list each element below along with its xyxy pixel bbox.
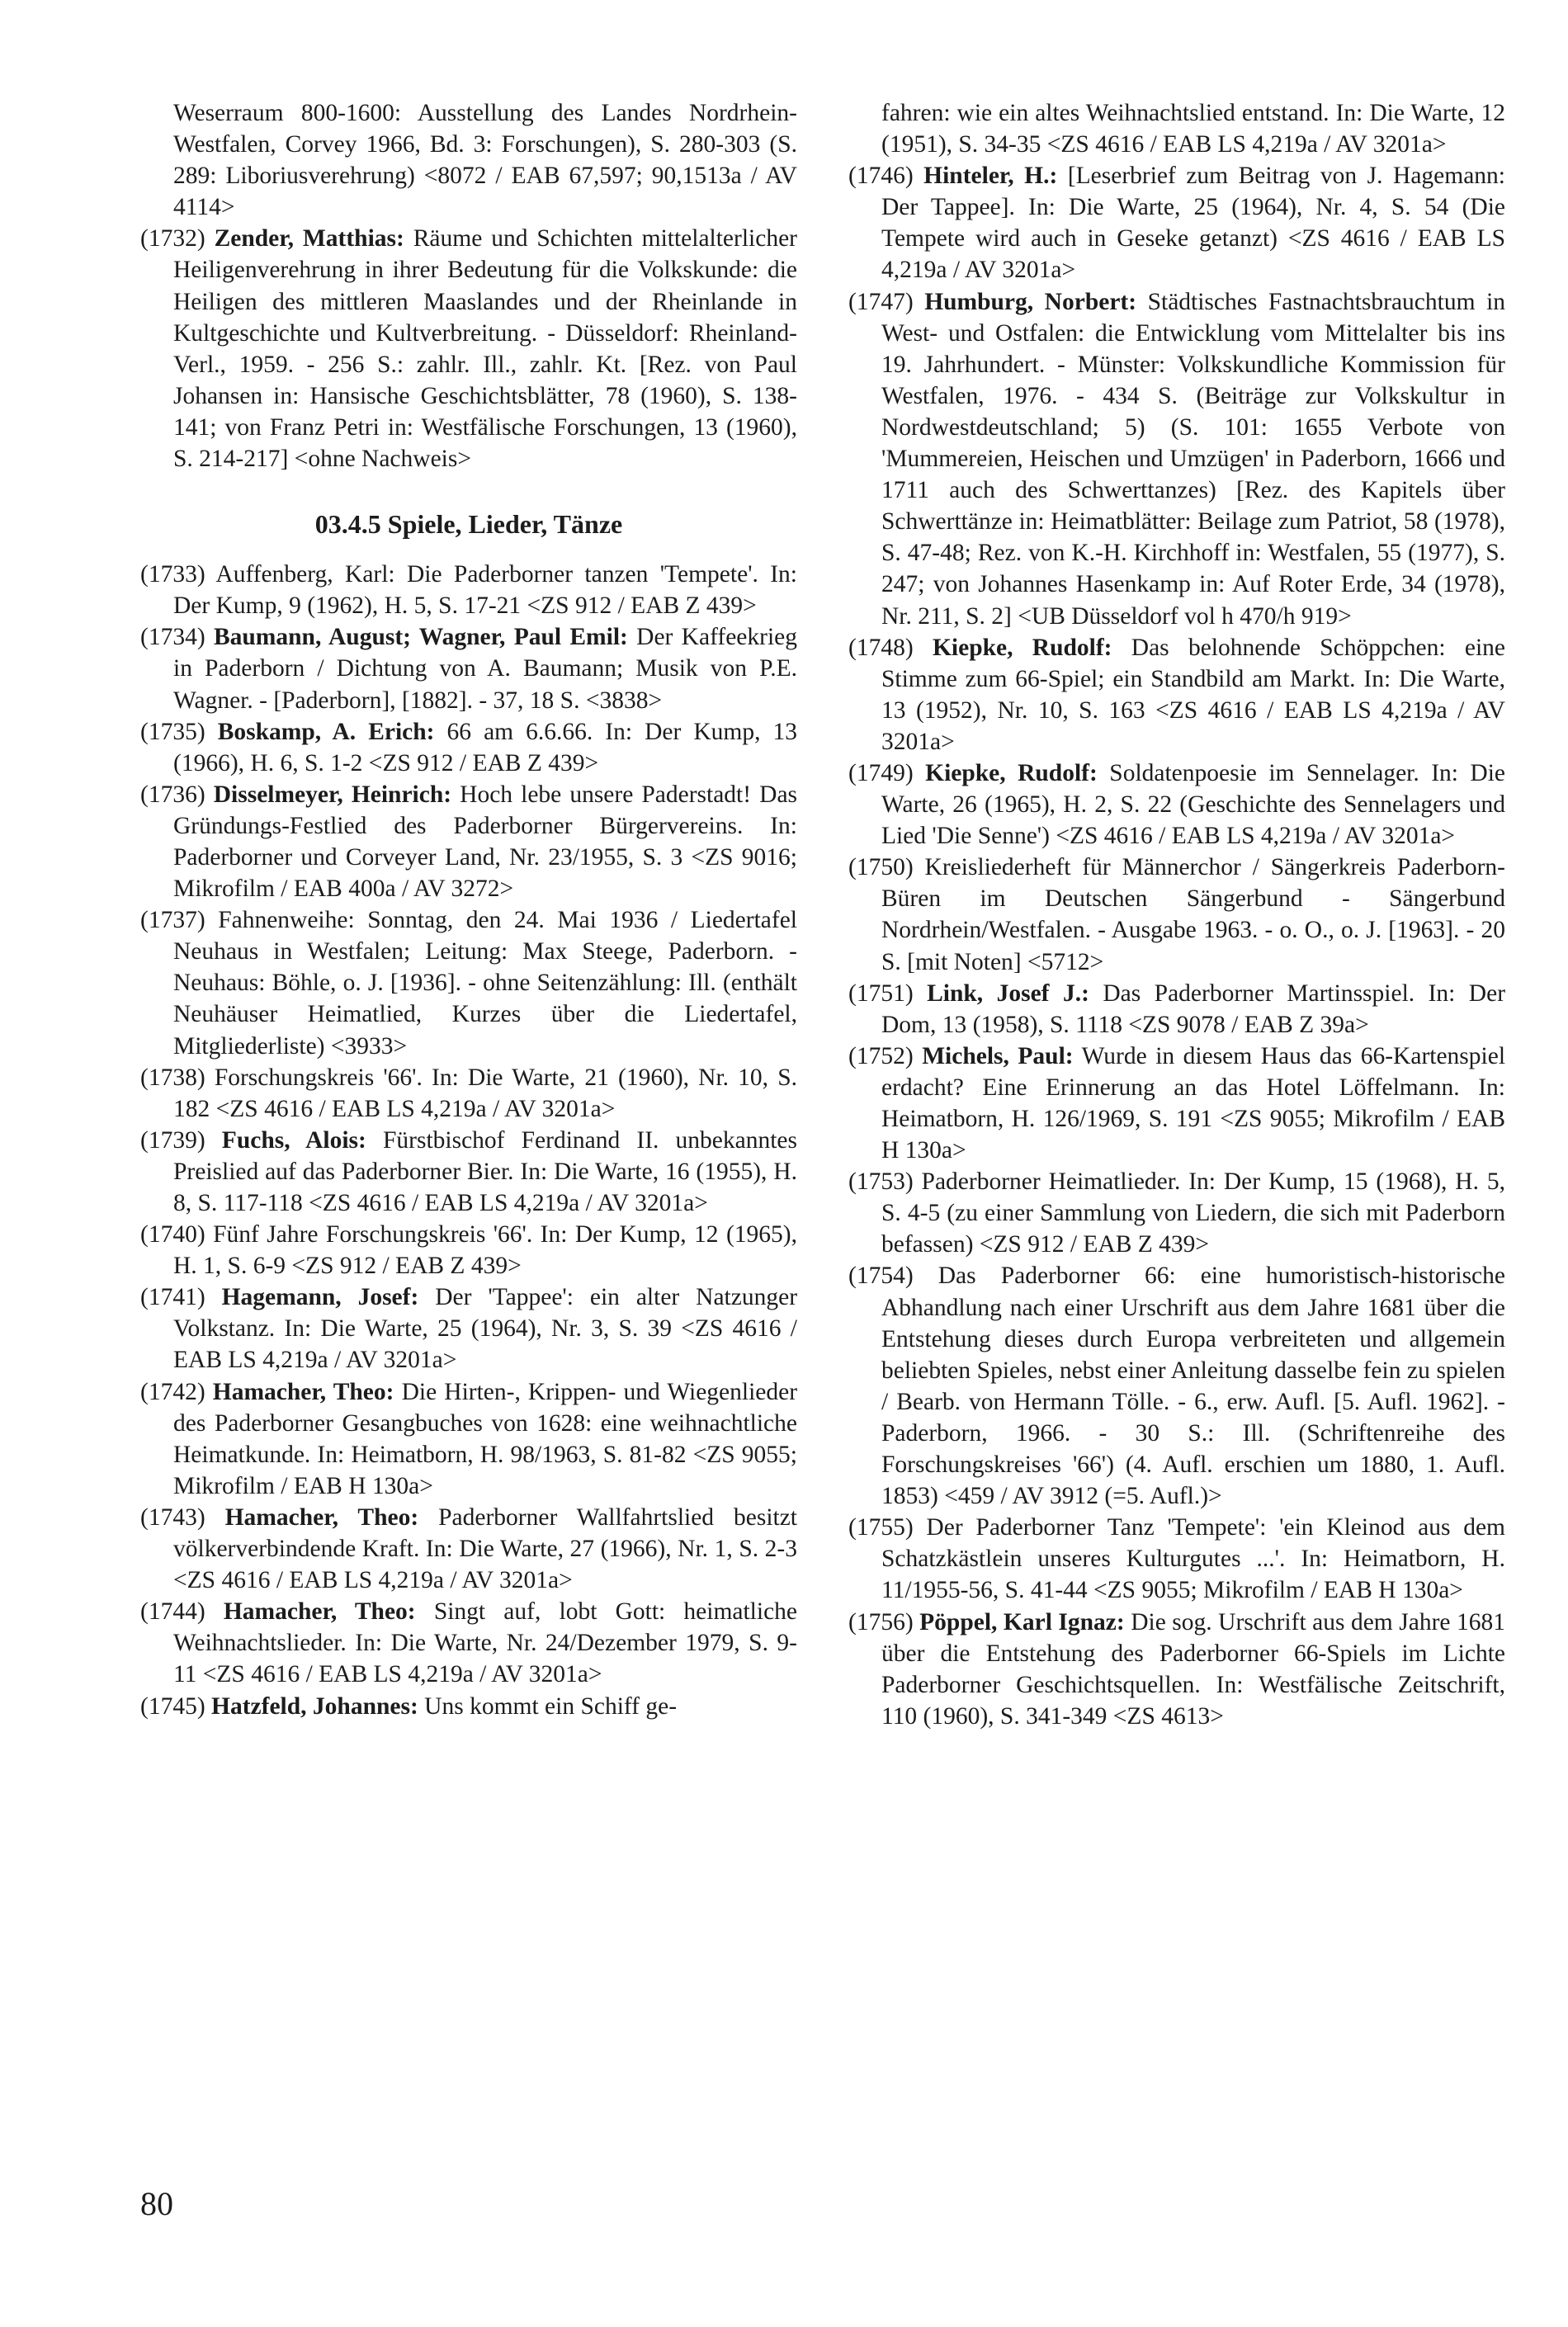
entry-author: Hamacher, Theo:: [223, 1598, 416, 1626]
entry-number: (1734): [140, 624, 205, 651]
entry-text: Die Hirten-, Krippen- und Wiegenlieder des Paderborner Gesangbuches von 1628: eine weihnachtliche Heimatkunde. In: Heimatborn, H. 98/1963, S. 81-82 <ZS 9055; Mikrofilm / EAB H 130a>: [173, 1378, 798, 1499]
entry-number: (1742): [140, 1378, 205, 1405]
entry-text: [Leserbrief zum Beitrag von J. Hagemann: Der Tappee]. In: Die Warte, 25 (1964), Nr. 4, S. 54 (Die Tempete wird auch in Geseke getanzt) <ZS 4616 / EAB LS 4,219a / AV 3201a>: [881, 163, 1505, 284]
entry-number: (1733): [140, 561, 205, 588]
entry-author: Pöppel, Karl Ignaz:: [919, 1608, 1125, 1636]
bibliography-entry: [848, 1607, 1505, 1732]
bibliography-entry: [848, 286, 1505, 632]
bibliography-entry: [140, 1062, 797, 1125]
entry-author: Hamacher, Theo:: [224, 1503, 419, 1531]
page-number: 80: [140, 2185, 173, 2222]
entry-text: Auffenberg, Karl: Die Paderborner tanzen 'Tempete'. In: Der Kump, 9 (1962), H. 5, S. 17-21 <ZS 912 / EAB Z 439>: [173, 561, 798, 620]
bibliography-entry: [848, 1041, 1505, 1166]
entry-text: Hoch lebe unsere Paderstadt! Das Gründungs-Festlied des Paderborner Bürgervereins. In: Paderborner und Corveyer Land, Nr. 23/1955, S. 3 <ZS 9016; Mikrofilm / EAB 400a / AV 3272>: [173, 781, 798, 903]
bibliography-entry: [140, 1502, 797, 1596]
entry-text: Das belohnende Schöppchen: eine Stimme zum 66-Spiel; ein Standbild am Markt. In: Die Warte, 13 (1952), Nr. 10, S. 163 <ZS 4616 / EAB LS 4,219a / AV 3201a>: [881, 634, 1506, 755]
entry-text: Wurde in diesem Haus das 66-Kartenspiel erdacht? Eine Erinnerung an das Hotel Löffelmann. In: Heimatborn, H. 126/1969, S. 191 <ZS 9055; Mikrofilm / EAB H 130a>: [881, 1042, 1506, 1164]
bibliography-entry: [848, 852, 1505, 977]
entry-author: Hinteler, H.:: [923, 163, 1058, 190]
bibliography-entry: [140, 621, 797, 715]
entry-text: Kreisliederheft für Männerchor / Sängerkreis Paderborn-Büren im Deutschen Sängerbund - Sängerbund Nordrhein/Westfalen. - Ausgabe 1963. - o. O., o. J. [1963]. - 20 S. [mit Noten] <5712>: [881, 854, 1505, 975]
entry-author: Zender, Matthias:: [214, 225, 404, 253]
entry-number: (1741): [140, 1284, 205, 1311]
entry-number: (1732): [140, 225, 205, 253]
entry-number: (1748): [848, 634, 914, 661]
entry-author: Kiepke, Rudolf:: [932, 634, 1112, 661]
entry-number: (1753): [848, 1168, 914, 1196]
entry-number: (1746): [848, 163, 914, 190]
bibliography-entry: [140, 716, 797, 779]
entry-author: Michels, Paul:: [922, 1042, 1074, 1069]
entry-number: (1735): [140, 718, 205, 745]
entry-text: Forschungskreis '66'. In: Die Warte, 21 (1960), Nr. 10, S. 182 <ZS 4616 / EAB LS 4,219a / AV 3201a>: [173, 1064, 797, 1122]
bibliography-entry: [848, 632, 1505, 758]
bibliography-entry: [140, 1282, 797, 1376]
bibliography-entry: [140, 1219, 797, 1282]
entry-text: Soldatenpoesie im Sennelager. In: Die Warte, 26 (1965), H. 2, S. 22 (Geschichte des Sennelagers und Lied 'Die Senne') <ZS 4616 / EAB LS 4,219a / AV 3201a>: [881, 759, 1506, 850]
bibliography-entry: [848, 1166, 1505, 1260]
entry-number: (1743): [140, 1503, 205, 1531]
entry-text: Singt auf, lobt Gott: heimatliche Weihnachtslieder. In: Die Warte, Nr. 24/Dezember 1979, S. 9-11 <ZS 4616 / EAB LS 4,219a / AV 3201a>: [173, 1598, 798, 1688]
right-entries: [848, 160, 1505, 1732]
bibliography-entry: [140, 1691, 797, 1722]
entry-number: (1749): [848, 759, 914, 786]
entry-text: Der Kaffeekrieg in Paderborn / Dichtung von A. Baumann; Musik von P.E. Wagner. - [Paderborn], [1882]. - 37, 18 S. <3838>: [173, 624, 797, 714]
entry-author: Humburg, Norbert:: [924, 288, 1137, 315]
entry-number: (1745): [140, 1692, 205, 1720]
entry-author: Kiepke, Rudolf:: [925, 759, 1098, 786]
entry-author: Boskamp, A. Erich:: [217, 718, 435, 745]
entry-author: Hatzfeld, Johannes:: [211, 1692, 418, 1720]
entry-text: Die sog. Urschrift aus dem Jahre 1681 über die Entstehung des Paderborner 66-Spiels im Lichte Paderborner Geschichtsquellen. In: Westfälische Zeitschrift, 110 (1960), S. 341-349 <ZS 4613>: [881, 1608, 1505, 1730]
bibliography-entry: [848, 1512, 1505, 1606]
bibliography-entry: [140, 1376, 797, 1502]
entry-text: Paderborner Heimatlieder. In: Der Kump, 15 (1968), H. 5, S. 4-5 (zu einer Sammlung von Liedern, die sich mit Paderborn befassen) <ZS 912 / EAB Z 439>: [881, 1168, 1505, 1258]
entry-text: Fahnenweihe: Sonntag, den 24. Mai 1936 / Liedertafel Neuhaus in Westfalen; Leitung: Max Steege, Paderborn. - Neuhaus: Böhle, o. J. [1936]. - ohne Seitenzählung: Ill. (enthält Neuhäuser Heimatlied, Kurzes über die Liedertafel, Mitgliederliste) <3933>: [173, 907, 797, 1060]
entry-author: Fuchs, Alois:: [221, 1126, 366, 1154]
entry-author: Baumann, August; Wagner, Paul Emil:: [213, 624, 628, 651]
continued-entry-text: Weserraum 800-1600: Ausstellung des Landes Nordrhein-Westfalen, Corvey 1966, Bd. 3: Forschungen), S. 280-303 (S. 289: Liboriusverehrung) <8072 / EAB 67,597; 90,1513a / AV 4114>: [173, 100, 797, 221]
entry-number: (1737): [140, 907, 205, 934]
entry-number: (1738): [140, 1064, 205, 1091]
bibliography-entry: [848, 160, 1505, 286]
entry-number: (1751): [848, 979, 914, 1007]
bibliography-entry: [848, 978, 1505, 1041]
continued-entry-text: fahren: wie ein altes Weihnachtslied entstand. In: Die Warte, 12 (1951), S. 34-35 <ZS 4616 / EAB LS 4,219a / AV 3201a>: [881, 100, 1505, 158]
bibliography-entry: [140, 904, 797, 1061]
entry-text: Räume und Schichten mittelalterlicher Heiligenverehrung in ihrer Bedeutung für die Volkskunde: die Heiligen des mittleren Maaslandes und der Rheinlande in Kultgeschichte und Kultverbreitung. - Düsseldorf: Rheinland-Verl., 1959. - 256 S.: zahlr. Ill., zahlr. Kt. [Rez. von Paul Johansen in: Hansische Geschichtsblätter, 78 (1960), S. 138-141; von Franz Petri in: Westfälische Forschungen, 13 (1960), S. 214-217] <ohne Nachweis>: [173, 225, 798, 473]
entry-text: Fürstbischof Ferdinand II. unbekanntes Preislied auf das Paderborner Bier. In: Die Warte, 16 (1955), H. 8, S. 117-118 <ZS 4616 / EAB LS 4,219a / AV 3201a>: [173, 1126, 797, 1216]
right-column: [848, 97, 1505, 1732]
entry-number: (1740): [140, 1221, 205, 1248]
section-heading: 03.4.5 Spiele, Lieder, Tänze: [314, 509, 623, 540]
left-entries-after: [140, 559, 797, 1721]
entry-number: (1754): [848, 1263, 914, 1290]
entry-author: Hamacher, Theo:: [212, 1378, 394, 1405]
bibliography-entry: [140, 779, 797, 904]
entry-number: (1750): [848, 854, 914, 881]
entry-number: (1752): [848, 1042, 914, 1069]
entry-author: Hagemann, Josef:: [221, 1284, 419, 1311]
entry-text: Städtisches Fastnachtsbrauchtum in West- und Ostfalen: die Entwicklung vom Mittelalter bis ins 19. Jahrhundert. - Münster: Volkskundliche Kommission für Westfalen, 1976. - 434 S. (Beiträge zur Volkskultur in Nordwestdeutschland; 5) (S. 101: 1655 Verbote von 'Mummereien, Heischen und Umzügen' in Paderborn, 1666 und 1711 auch des Schwerttanzes) [Rez. des Kapitels über Schwerttänze in: Heimatblätter: Beilage zum Patriot, 58 (1978), S. 47-48; Rez. von K.-H. Kirchhoff in: Westfalen, 55 (1977), S. 247; von Johannes Hasenkamp in: Auf Roter Erde, 34 (1978), Nr. 211, S. 2] <UB Düsseldorf vol h 470/h 919>: [881, 288, 1506, 630]
left-column: [140, 97, 797, 1722]
bibliography-entry: [140, 559, 797, 621]
entry-number: (1756): [848, 1608, 914, 1636]
entry-number: (1736): [140, 781, 205, 808]
bibliography-entry: [848, 1260, 1505, 1512]
entry-text: Das Paderborner 66: eine humoristisch-historische Abhandlung nach einer Urschrift aus dem Jahre 1681 über die Entstehung dieses durch Europa verbreiteten und allgemein beliebten Spieles, nebst einer Anleitung dasselbe fein zu spielen / Bearb. von Hermann Tölle. - 6., erw. Aufl. [5. Aufl. 1962]. - Paderborn, 1966. - 30 S.: Ill. (Schriftenreihe des Forschungskreises '66') (4. Aufl. erschien um 1880, 1. Aufl. 1853) <459 / AV 3912 (=5. Aufl.)>: [881, 1263, 1505, 1510]
entry-text: Fünf Jahre Forschungskreis '66'. In: Der Kump, 12 (1965), H. 1, S. 6-9 <ZS 912 / EAB Z 439>: [173, 1221, 798, 1280]
bibliography-entry: [140, 1125, 797, 1219]
bibliography-entry: [848, 758, 1505, 852]
entry-text: Paderborner Wallfahrtslied besitzt völkerverbindende Kraft. In: Die Warte, 27 (1966), Nr. 1, S. 2-3 <ZS 4616 / EAB LS 4,219a / AV 3201a>: [173, 1503, 798, 1594]
entry-author: Disselmeyer, Heinrich:: [213, 781, 452, 808]
bibliography-entry: [140, 223, 797, 474]
entry-text: Uns kommt ein Schiff ge-: [424, 1692, 678, 1720]
bibliography-entry: [140, 1596, 797, 1690]
entry-number: (1747): [848, 288, 914, 315]
entry-number: (1755): [848, 1514, 914, 1541]
left-entries-before: [140, 223, 797, 474]
entry-text: Das Paderborner Martinsspiel. In: Der Dom, 13 (1958), S. 1118 <ZS 9078 / EAB Z 39a>: [881, 979, 1506, 1038]
entry-text: Der Paderborner Tanz 'Tempete': 'ein Kleinod aus dem Schatzkästlein unseres Kulturgutes ...'. In: Heimatborn, H. 11/1955-56, S. 41-44 <ZS 9055; Mikrofilm / EAB H 130a>: [881, 1514, 1505, 1604]
entry-author: Link, Josef J.:: [927, 979, 1089, 1007]
entry-number: (1744): [140, 1598, 205, 1626]
entry-text: Der 'Tappee': ein alter Natzunger Volkstanz. In: Die Warte, 25 (1964), Nr. 3, S. 39 <ZS 4616 / EAB LS 4,219a / AV 3201a>: [173, 1284, 798, 1374]
entry-number: (1739): [140, 1126, 205, 1154]
entry-text: 66 am 6.6.66. In: Der Kump, 13 (1966), H. 6, S. 1-2 <ZS 912 / EAB Z 439>: [173, 718, 798, 776]
